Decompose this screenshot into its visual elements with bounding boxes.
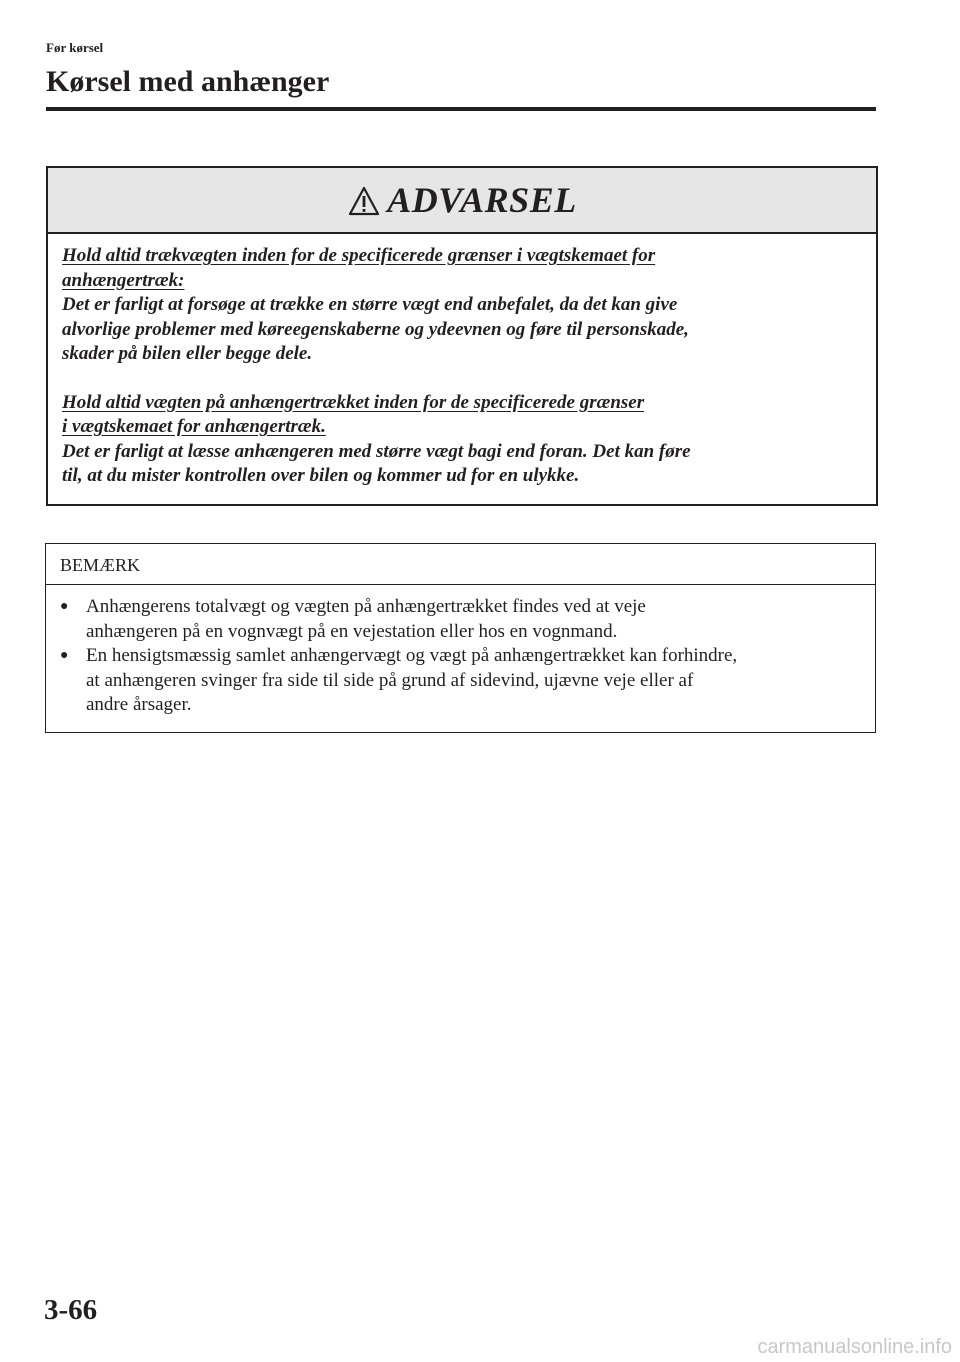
warning-title: ADVARSEL (387, 180, 577, 220)
list-item-text: Anhængerens totalvægt og vægten på anhængertrækket findes ved at veje anhængeren på en vognvægt på en vejestation eller hos en vognmand. (86, 596, 646, 642)
warning-text: Det er farligt at læsse anhængeren med større vægt bagi end foran. Det kan føre (62, 440, 691, 462)
bullet-icon: ● (60, 599, 69, 614)
list-item-text: En hensigtsmæssig samlet anhængervægt og vægt på anhængertrækket kan forhindre, at anhængeren svinger fra side til side på grund af sidevind, ujævne veje eller af andre årsager. (86, 645, 738, 715)
note-box (45, 543, 876, 733)
warning-text: Det er farligt at forsøge at trække en større vægt end anbefalet, da det kan give (62, 294, 678, 315)
note-title: BEMÆRK (46, 544, 875, 585)
list-item (60, 644, 865, 718)
note-list (46, 585, 875, 718)
warning-text: skader på bilen eller begge dele. (62, 343, 313, 364)
warning-body (48, 234, 876, 489)
list-item (60, 595, 865, 644)
bullet-icon: ● (60, 648, 69, 663)
warning-instruction: Hold altid trækvægten inden for de specificerede grænser i vægtskemaet for (62, 245, 656, 266)
page-number: 3-66 (44, 1294, 98, 1326)
warning-header (48, 168, 876, 234)
title-divider (46, 107, 876, 111)
warning-paragraph (62, 391, 862, 489)
warning-triangle-icon (347, 185, 381, 217)
warning-instruction: anhængertræk: (62, 269, 185, 291)
page-title: Kørsel med anhænger (46, 65, 330, 98)
warning-instruction: Hold altid vægten på anhængertrækket inden for de specificerede grænser (62, 391, 645, 413)
warning-text: alvorlige problemer med køreegenskaberne og ydeevnen og føre til personskade, (62, 318, 689, 340)
watermark: carmanualsonline.info (757, 1336, 952, 1358)
warning-paragraph (62, 244, 862, 367)
warning-instruction: i vægtskemaet for anhængertræk. (62, 416, 326, 437)
warning-text: til, at du mister kontrollen over bilen og kommer ud for en ulykke. (62, 465, 580, 486)
warning-box (46, 166, 878, 506)
section-label: Før kørsel (46, 40, 104, 55)
